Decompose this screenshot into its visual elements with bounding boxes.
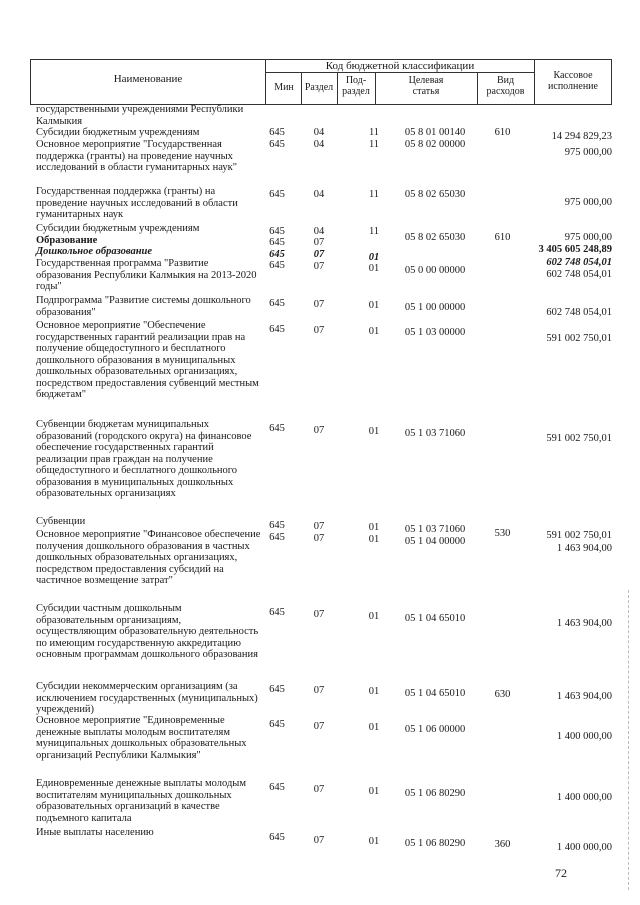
row-razdel: 07: [313, 521, 325, 532]
row-vid: 530: [494, 528, 511, 539]
row-min: 645: [269, 719, 285, 730]
row-celevaya: 05 8 01 00140: [404, 127, 466, 138]
row-podrazdel: 01: [368, 326, 380, 337]
row-podrazdel: 11: [368, 189, 380, 200]
row-sum: 1 463 904,00: [556, 618, 612, 629]
row-sum: 591 002 750,01: [546, 333, 612, 344]
row-sum: 1 400 000,00: [556, 731, 612, 742]
row-sum: 1 463 904,00: [556, 691, 612, 702]
row-name: Основное мероприятие "Единовременные денежные выплаты молодым воспитателям муниципальных дошкольных образовательных организаций Республики Калмыкия": [36, 715, 247, 761]
row-celevaya: 05 1 06 80290: [404, 838, 466, 849]
row-min: 645: [269, 684, 285, 695]
row-vid: 610: [494, 232, 511, 243]
table-header: [30, 59, 612, 105]
row-name: Субвенции бюджетам муниципальных образований (городского округа) на финансовое обеспечение государственных гарантий реализации прав граждан на получение общедоступного и бесплатного дошкольного образования в муниципальных дошкольных образовательных организациях: [36, 419, 252, 499]
row-razdel: 07: [313, 325, 325, 336]
row-razdel: 04: [313, 139, 325, 150]
row-podrazdel: 01: [368, 611, 380, 622]
row-name: Основное мероприятие "Обеспечение государственных гарантий реализации прав на получение общедоступного и бесплатного дошкольного образования в муниципальных дошкольных образовательных организациях, посредством предоставления субвенций местным бюджетам": [36, 320, 259, 400]
row-podrazdel: 01: [368, 534, 380, 545]
row-celevaya: 05 1 03 71060: [404, 524, 466, 535]
row-razdel: 07: [313, 425, 325, 436]
header-vid: Вид расходов: [486, 75, 525, 97]
row-min: 645: [269, 226, 285, 237]
row-name: Субсидии бюджетным учреждениям: [36, 223, 200, 234]
row-min: 645: [269, 832, 285, 843]
header-kassovoe: Кассовое исполнение: [548, 70, 598, 92]
row-celevaya: 05 8 02 00000: [404, 139, 466, 150]
row-celevaya: 05 8 02 65030: [404, 189, 466, 200]
row-sum: 14 294 829,23: [551, 131, 612, 142]
row-name: Основное мероприятие "Государственная поддержка (гранты) на проведение научных исследований в области гуманитарных наук": [36, 139, 238, 173]
row-name: Иные выплаты населению: [36, 827, 154, 838]
row-podrazdel: 01: [368, 522, 380, 533]
row-podrazdel: 01: [368, 722, 380, 733]
row-razdel: 07: [313, 835, 325, 846]
row-razdel: 04: [313, 127, 325, 138]
row-podrazdel: 01: [368, 263, 380, 274]
row-sum: 1 463 904,00: [556, 543, 612, 554]
row-sum: 591 002 750,01: [546, 530, 612, 541]
header-razdel: Раздел: [304, 82, 334, 93]
row-podrazdel: 11: [368, 127, 380, 138]
row-min: 645: [269, 782, 285, 793]
row-podrazdel: 01: [368, 686, 380, 697]
row-sum: 975 000,00: [564, 232, 612, 243]
row-sum: 975 000,00: [564, 147, 612, 158]
row-podrazdel: 01: [368, 300, 380, 311]
row-razdel: 07: [313, 721, 325, 732]
row-vid: 360: [494, 839, 511, 850]
row-name: Субсидии некоммерческим организациям (за исключением государственных (муниципальных) учреждений): [36, 681, 258, 715]
row-name: Субсидии частным дошкольным образовательным организациям, осуществляющим образовательную деятельность по имеющим государственную аккредитацию основным программам дошкольного образования: [36, 603, 259, 660]
row-sum: 591 002 750,01: [546, 433, 612, 444]
row-celevaya: 05 1 04 65010: [404, 688, 466, 699]
row-vid: 610: [494, 127, 511, 138]
row-razdel: 07: [313, 261, 325, 272]
row-sum: 3 405 605 248,89: [538, 244, 612, 255]
row-min: 645: [269, 324, 285, 335]
row-name: Основное мероприятие "Финансовое обеспечение получения дошкольного образования в частных дошкольных образовательных организациях, посредством предоставления субсидий на частичное возмещение затрат": [36, 529, 261, 586]
row-podrazdel: 11: [368, 139, 380, 150]
row-razdel: 07: [313, 784, 325, 795]
row-celevaya: 05 1 06 80290: [404, 788, 466, 799]
row-min: 645: [269, 127, 285, 138]
row-razdel: 07: [313, 533, 325, 544]
row-sum: 1 400 000,00: [556, 842, 612, 853]
row-sum: 602 748 054,01: [546, 257, 612, 268]
row-name: Субвенции: [36, 516, 86, 527]
row-min: 645: [269, 237, 285, 248]
scan-edge: [628, 590, 630, 890]
row-podrazdel: 01: [368, 426, 380, 437]
row-razdel: 07: [313, 685, 325, 696]
header-podrazdel: Под- раздел: [342, 75, 370, 97]
row-sum: 602 748 054,01: [546, 269, 612, 280]
row-vid: 630: [494, 689, 511, 700]
row-name: Дошкольное образование: [36, 246, 153, 257]
row-min: 645: [269, 249, 285, 260]
row-razdel: 07: [313, 609, 325, 620]
row-razdel: 07: [313, 249, 325, 260]
row-name: государственными учреждениями Республики Калмыкия: [36, 104, 244, 127]
row-celevaya: 05 1 04 00000: [404, 536, 466, 547]
row-min: 645: [269, 298, 285, 309]
row-min: 645: [269, 260, 285, 271]
row-celevaya: 05 8 02 65030: [404, 232, 466, 243]
row-min: 645: [269, 532, 285, 543]
row-razdel: 04: [313, 226, 325, 237]
row-celevaya: 05 1 04 65010: [404, 613, 466, 624]
row-sum: 975 000,00: [564, 197, 612, 208]
row-sum: 1 400 000,00: [556, 792, 612, 803]
header-celevaya: Целевая статья: [408, 75, 444, 97]
row-name: Государственная поддержка (гранты) на проведение научных исследований в области гуманитарных наук: [36, 186, 238, 220]
header-group: Код бюджетной классификации: [325, 60, 475, 72]
row-celevaya: 05 1 00 00000: [404, 302, 466, 313]
row-razdel: 04: [313, 189, 325, 200]
header-min: Мин: [274, 82, 294, 93]
row-podrazdel: 01: [368, 252, 380, 263]
row-celevaya: 05 1 03 00000: [404, 327, 466, 338]
row-min: 645: [269, 139, 285, 150]
row-razdel: 07: [313, 299, 325, 310]
row-celevaya: 05 1 06 00000: [404, 724, 466, 735]
row-name: Подпрограмма "Развитие системы дошкольного образования": [36, 295, 251, 318]
row-min: 645: [269, 423, 285, 434]
row-name: Единовременные денежные выплаты молодым воспитателям муниципальных дошкольных образовательных организаций в качестве подъемного капитала: [36, 778, 247, 824]
page-number: 72: [555, 866, 567, 880]
row-celevaya: 05 0 00 00000: [404, 265, 466, 276]
row-min: 645: [269, 607, 285, 618]
row-razdel: 07: [313, 237, 325, 248]
row-podrazdel: 01: [368, 836, 380, 847]
row-min: 645: [269, 189, 285, 200]
row-sum: 602 748 054,01: [546, 307, 612, 318]
row-name: Государственная программа "Развитие образования Республики Калмыкия на 2013-2020 годы": [36, 258, 257, 292]
row-podrazdel: 11: [368, 226, 380, 237]
row-min: 645: [269, 520, 285, 531]
row-podrazdel: 01: [368, 786, 380, 797]
row-name: Образование: [36, 235, 98, 246]
row-name: Субсидии бюджетным учреждениям: [36, 127, 200, 138]
header-name: Наименование: [113, 73, 183, 85]
row-celevaya: 05 1 03 71060: [404, 428, 466, 439]
